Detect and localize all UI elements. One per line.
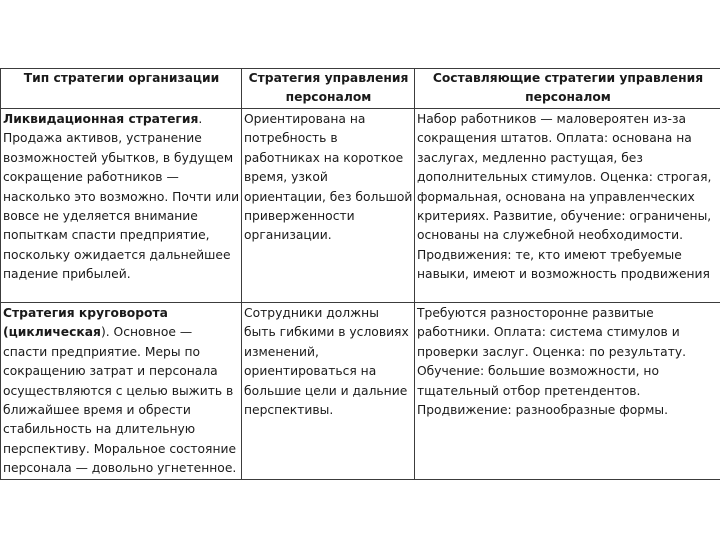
cell-personnel-strategy: Ориентирована на потребность в работниках на короткое время, узкой ориентации, без большой приверженности организации. — [242, 109, 415, 303]
table-header — [1, 69, 720, 109]
strategy-type-description: ). Основное — спасти предприятие. Меры по сокращению затрат и персонала осуществляются с целью выжить в ближайшее время и обрести стабильность на длительную перспективу. Моральное состояние персонала — довольно угнетенное. — [3, 325, 237, 476]
table-row — [1, 109, 720, 303]
cell-strategy-components: Требуются разносторонне развитые работники. Оплата: система стимулов и проверки заслуг. Оценка: по результату. Обучение: большие возможности, но тщательный отбор претендентов. Продвижение: разнообразные формы. — [415, 303, 720, 480]
strategy-table — [0, 68, 720, 480]
strategy-type-description: . Продажа активов, устранение возможностей убытков, в будущем сокращение работников — насколько это возможно. Почти или вовсе не уделяется внимание попыткам спасти предприятие, поскольку ожидается дальнейшее падение прибылей. — [3, 112, 240, 282]
strategy-type-name: Стратегия круговорота (циклическая — [3, 306, 168, 340]
cell-strategy-type — [1, 303, 242, 480]
cell-strategy-components: Набор работников — маловероятен из-за сокращения штатов. Оплата: основана на заслугах, медленно растущая, без дополнительных стимулов. Оценка: строгая, формальная, основана на управленческих критериях. Развитие, обучение: ограничены, основаны на служебной необходимости. Продвижения: те, кто имеют требуемые навыки, имеют и возможность продвижения — [415, 109, 720, 303]
header-personnel-strategy: Стратегия управления персоналом — [242, 69, 415, 109]
cell-strategy-type — [1, 109, 242, 303]
cell-personnel-strategy: Сотрудники должны быть гибкими в условиях изменений, ориентироваться на большие цели и дальние перспективы. — [242, 303, 415, 480]
header-strategy-type: Тип стратегии организации — [1, 69, 242, 109]
table-row — [1, 303, 720, 480]
header-strategy-components: Составляющие стратегии управления персоналом — [415, 69, 720, 109]
header-row — [1, 69, 720, 109]
strategy-type-name: Ликвидационная стратегия — [3, 112, 199, 126]
